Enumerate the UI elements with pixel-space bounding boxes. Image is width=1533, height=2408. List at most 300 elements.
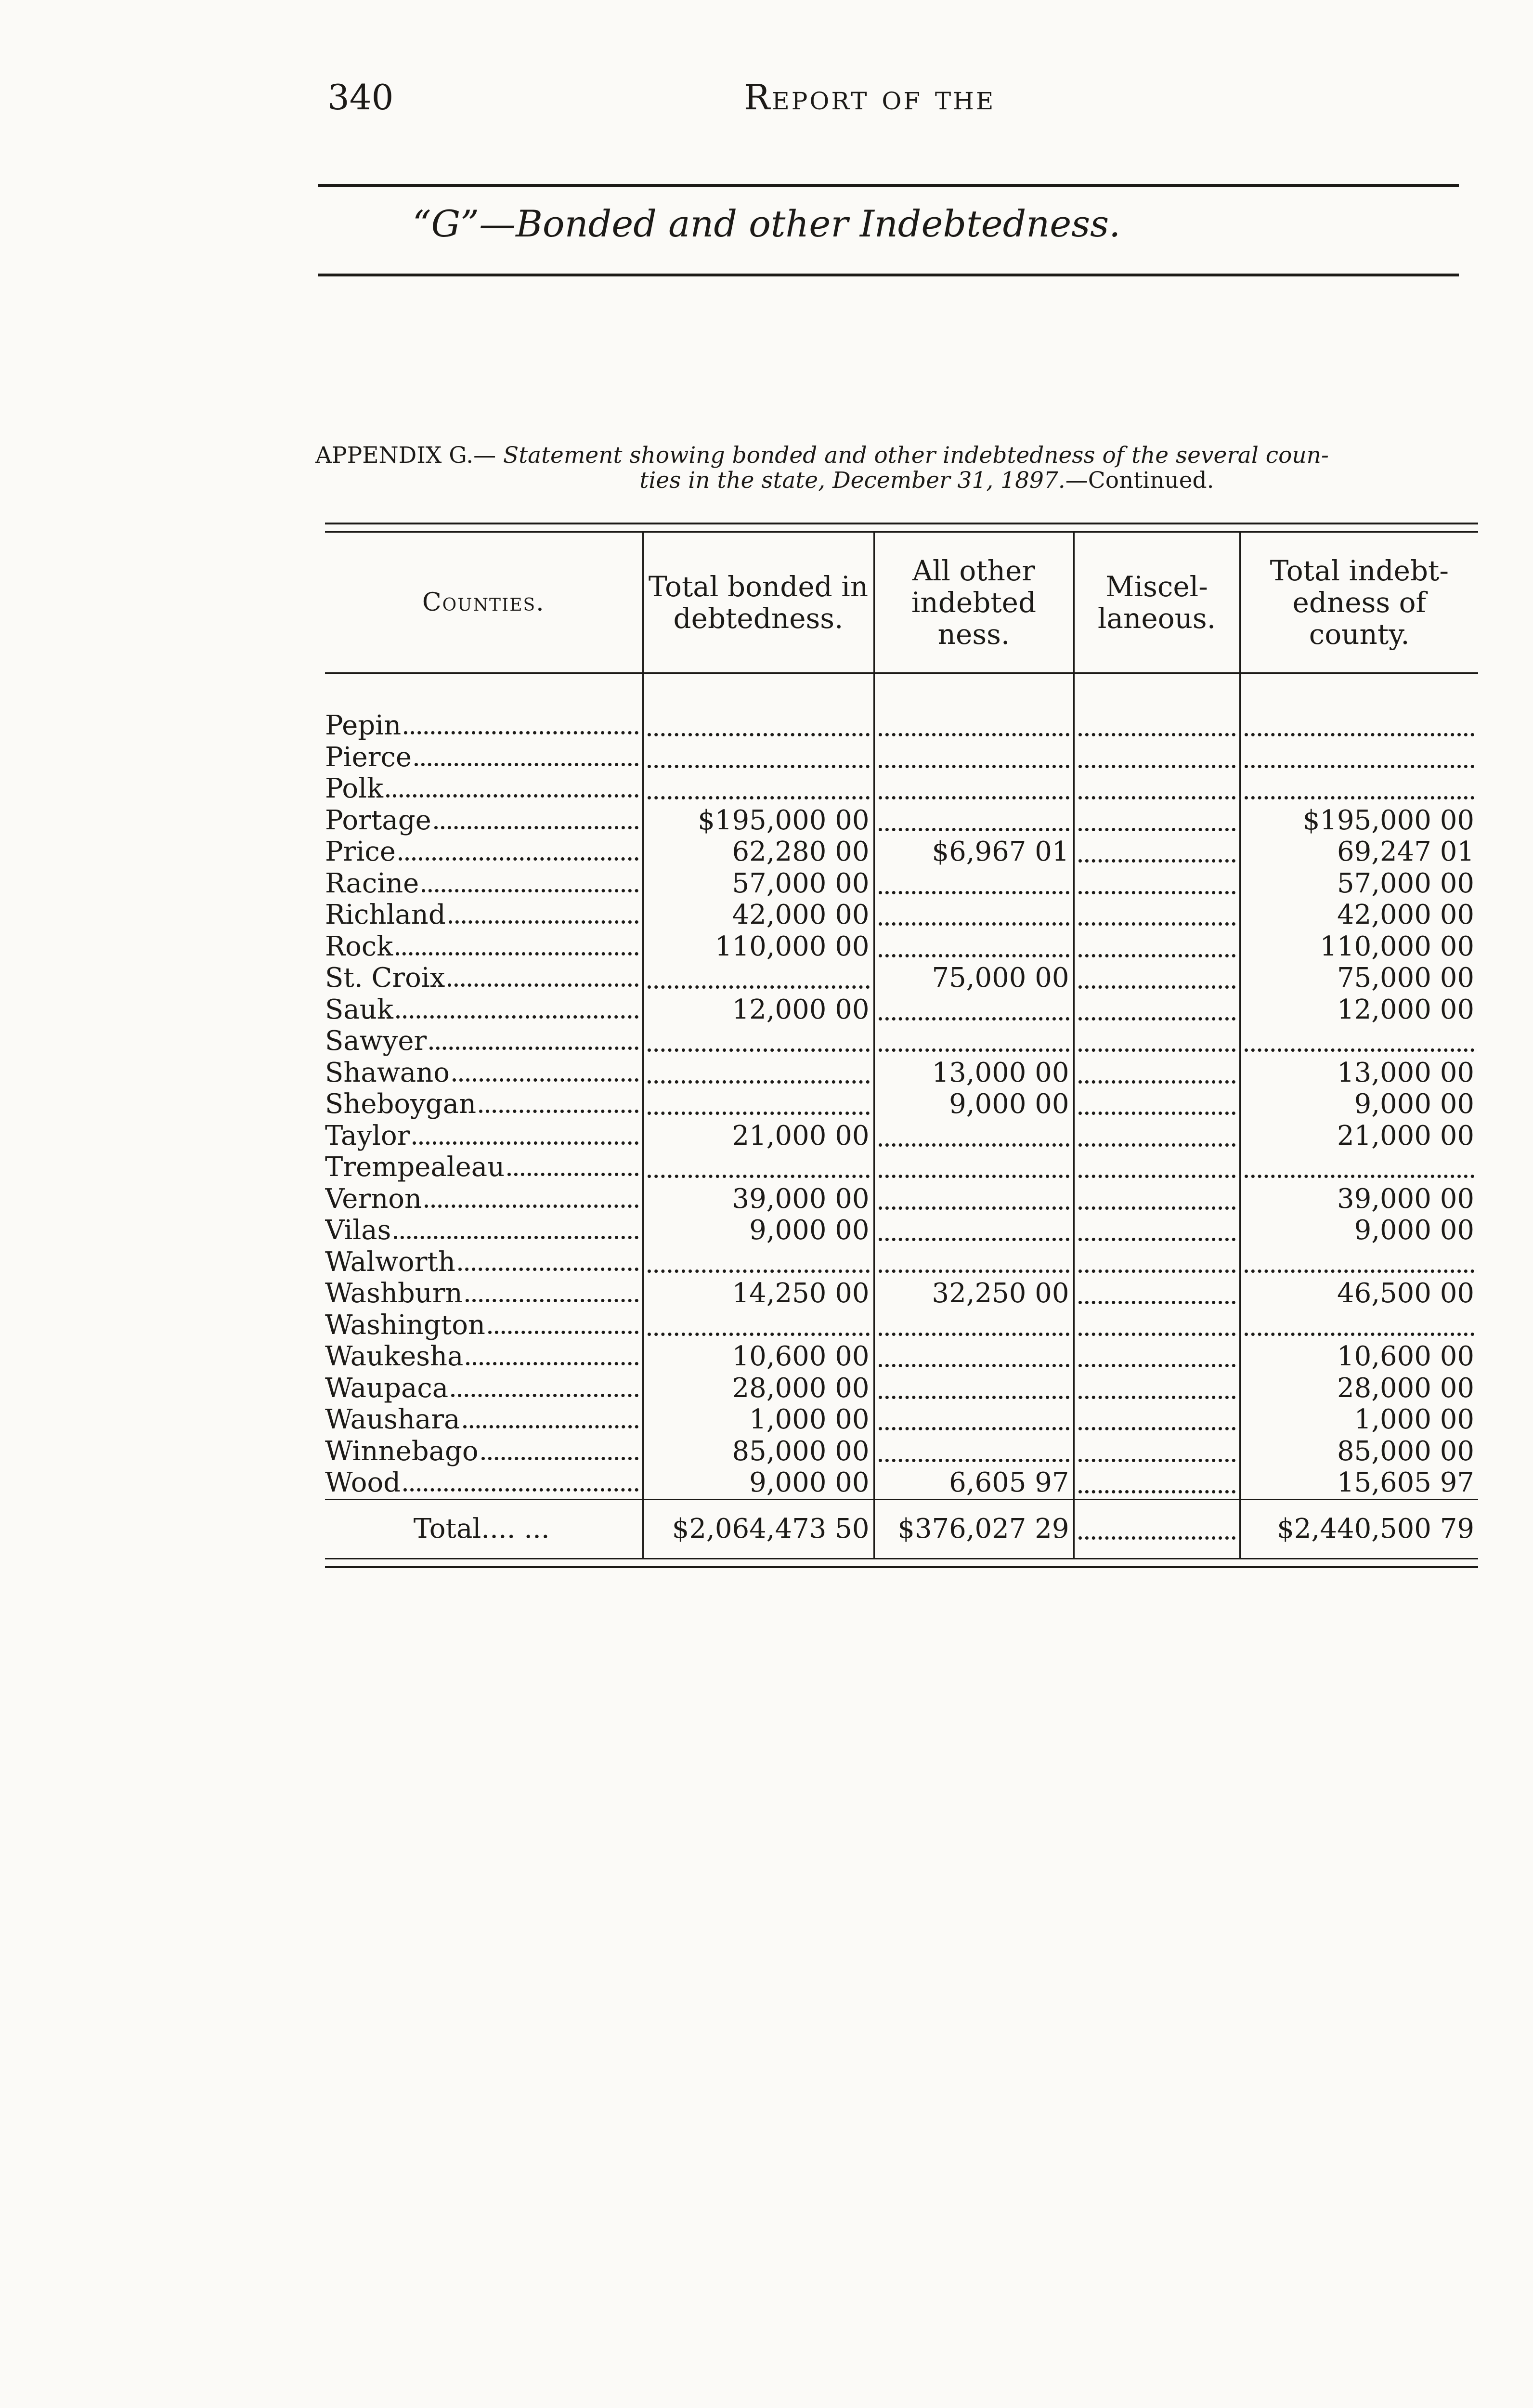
- table-row: [325, 773, 1478, 805]
- misc-empty: [1074, 1057, 1240, 1089]
- dot-leader: [879, 765, 1069, 768]
- dot-leader: [648, 985, 870, 989]
- county-name: Waukesha: [325, 1341, 464, 1373]
- county-cell-inner: [325, 994, 638, 1025]
- dot-leader: [879, 954, 1069, 957]
- table-row: [325, 1246, 1478, 1278]
- dot-leader: [879, 1175, 1069, 1178]
- county-cell: [325, 1436, 643, 1467]
- misc-empty: [1074, 1467, 1240, 1499]
- dot-leader: [879, 1206, 1069, 1210]
- misc-empty: [1074, 962, 1240, 994]
- total-value: 42,000 00: [1240, 899, 1478, 931]
- county-cell: [325, 868, 643, 900]
- county-cell: [325, 1373, 643, 1404]
- county-name: Vernon: [325, 1183, 422, 1215]
- county-cell: [325, 1183, 643, 1215]
- table-row: [325, 1025, 1478, 1057]
- bonded-empty: [643, 710, 874, 742]
- misc-empty: [1074, 1436, 1240, 1467]
- dot-leader: [879, 1017, 1069, 1021]
- county-cell: [325, 1152, 643, 1183]
- dot-leader: [879, 828, 1069, 831]
- bonded-empty: [643, 1152, 874, 1183]
- dot-leader: [396, 1015, 638, 1019]
- dot-leader: [434, 826, 638, 829]
- dot-leader: [648, 1269, 870, 1273]
- other-empty: [874, 1152, 1074, 1183]
- county-cell-inner: [325, 1120, 638, 1152]
- bonded-empty: [643, 773, 874, 805]
- dot-leader: [449, 920, 638, 924]
- county-name: Walworth: [325, 1246, 455, 1278]
- other-empty: [874, 1436, 1074, 1467]
- table-row: [325, 1183, 1478, 1215]
- dot-leader: [413, 1141, 638, 1145]
- misc-empty: [1074, 773, 1240, 805]
- header-row: [325, 533, 1478, 673]
- other-empty: [874, 1120, 1074, 1152]
- county-cell-inner: [325, 1215, 638, 1246]
- caption-tail: —Continued.: [1065, 467, 1214, 494]
- other-value: $6,967 01: [874, 836, 1074, 868]
- table-row: [325, 962, 1478, 994]
- bonded-value: 28,000 00: [643, 1373, 874, 1404]
- county-name: Racine: [325, 867, 419, 899]
- misc-empty: [1074, 1246, 1240, 1278]
- bonded-empty: [643, 1057, 874, 1089]
- table-body: [325, 673, 1478, 1500]
- dot-leader: [1245, 1048, 1475, 1052]
- other-value: 32,250 00: [874, 1278, 1074, 1309]
- county-cell-inner: [325, 1057, 638, 1088]
- county-cell: [325, 710, 643, 742]
- county-cell-inner: [325, 742, 638, 773]
- other-empty: [874, 805, 1074, 837]
- table-row: [325, 931, 1478, 963]
- county-cell-inner: [325, 868, 638, 899]
- total-other: $376,027 29: [874, 1499, 1074, 1558]
- dot-leader: [1078, 1080, 1235, 1084]
- misc-empty: [1074, 1088, 1240, 1120]
- table-row: [325, 1215, 1478, 1246]
- misc-empty: [1074, 868, 1240, 900]
- dot-leader: [648, 1112, 870, 1115]
- dot-leader: [1078, 1301, 1235, 1304]
- bonded-value: 21,000 00: [643, 1120, 874, 1152]
- total-value: 13,000 00: [1240, 1057, 1478, 1089]
- bonded-value: 42,000 00: [643, 899, 874, 931]
- dot-leader: [648, 765, 870, 768]
- county-cell-inner: [325, 1404, 638, 1435]
- indebtedness-grid: [325, 533, 1478, 1558]
- misc-empty: [1074, 1373, 1240, 1404]
- dot-leader: [1078, 1269, 1235, 1273]
- section-title: “G”—Bonded and other Indebtedness.: [412, 202, 1121, 245]
- misc-empty: [1074, 742, 1240, 773]
- other-empty: [874, 1341, 1074, 1373]
- county-cell: [325, 773, 643, 805]
- dot-leader: [879, 796, 1069, 799]
- county-cell-inner: [325, 1436, 638, 1467]
- county-cell-inner: [325, 1467, 638, 1498]
- other-empty: [874, 710, 1074, 742]
- other-empty: [874, 1183, 1074, 1215]
- total-value: 46,500 00: [1240, 1278, 1478, 1309]
- dot-leader: [879, 1459, 1069, 1462]
- bonded-empty: [643, 1246, 874, 1278]
- bonded-value: 62,280 00: [643, 836, 874, 868]
- dot-leader: [1078, 1396, 1235, 1399]
- spacer-row: [325, 673, 1478, 710]
- table-row: [325, 1152, 1478, 1183]
- total-label: Total.... ...: [325, 1499, 643, 1558]
- header-bonded: Total bonded in debtedness.: [643, 533, 874, 673]
- dot-leader: [648, 1333, 870, 1336]
- county-name: Wood: [325, 1467, 401, 1499]
- dot-leader: [879, 891, 1069, 894]
- dot-leader: [648, 733, 870, 736]
- other-empty: [874, 1025, 1074, 1057]
- total-value: 69,247 01: [1240, 836, 1478, 868]
- county-cell: [325, 1467, 643, 1499]
- dot-leader: [1245, 1175, 1475, 1178]
- dot-leader: [879, 1427, 1069, 1430]
- bonded-value: 12,000 00: [643, 994, 874, 1026]
- misc-empty: [1074, 1215, 1240, 1246]
- county-name: Trempealeau: [325, 1152, 505, 1183]
- county-cell-inner: [325, 1309, 638, 1341]
- county-name: Polk: [325, 773, 383, 805]
- county-name: Rock: [325, 930, 393, 962]
- dot-leader: [1078, 733, 1235, 736]
- county-name: Waupaca: [325, 1372, 449, 1404]
- bonded-value: 57,000 00: [643, 868, 874, 900]
- county-cell-inner: [325, 962, 638, 994]
- misc-empty: [1074, 1341, 1240, 1373]
- other-empty: [874, 868, 1074, 900]
- bonded-value: 14,250 00: [643, 1278, 874, 1309]
- dot-leader: [1078, 1427, 1235, 1430]
- dot-leader: [1245, 765, 1475, 768]
- total-empty: [1240, 773, 1478, 805]
- bonded-value: $195,000 00: [643, 805, 874, 837]
- table-row: [325, 1436, 1478, 1467]
- county-name: Washington: [325, 1309, 485, 1341]
- other-value: 13,000 00: [874, 1057, 1074, 1089]
- other-empty: [874, 742, 1074, 773]
- dot-leader: [1245, 1333, 1475, 1336]
- dot-leader: [488, 1331, 638, 1334]
- dot-leader: [396, 952, 638, 955]
- bonded-value: 85,000 00: [643, 1436, 874, 1467]
- dot-leader: [1078, 1143, 1235, 1147]
- other-empty: [874, 1373, 1074, 1404]
- other-empty: [874, 994, 1074, 1026]
- dot-leader: [429, 1047, 638, 1050]
- total-value: 10,600 00: [1240, 1341, 1478, 1373]
- table-caption: [315, 443, 1481, 493]
- county-cell-inner: [325, 773, 638, 804]
- total-total: $2,440,500 79: [1240, 1499, 1478, 1558]
- table-row: [325, 1404, 1478, 1436]
- dot-leader: [1078, 922, 1235, 926]
- table-row: [325, 710, 1478, 742]
- running-head: Report of the: [744, 77, 996, 118]
- bonded-value: 10,600 00: [643, 1341, 874, 1373]
- dot-leader: [879, 1238, 1069, 1241]
- county-name: Portage: [325, 804, 431, 836]
- misc-empty: [1074, 899, 1240, 931]
- other-empty: [874, 773, 1074, 805]
- county-cell: [325, 1088, 643, 1120]
- dot-leader: [1078, 891, 1235, 894]
- misc-empty: [1074, 994, 1240, 1026]
- misc-empty: [1074, 710, 1240, 742]
- dot-leader: [1245, 1269, 1475, 1273]
- total-value: 28,000 00: [1240, 1373, 1478, 1404]
- total-value: 110,000 00: [1240, 931, 1478, 963]
- dot-leader: [1078, 796, 1235, 799]
- dot-leader: [422, 889, 638, 892]
- total-empty: [1240, 1246, 1478, 1278]
- table-row: [325, 836, 1478, 868]
- county-name: Taylor: [325, 1120, 410, 1152]
- table-row: [325, 1341, 1478, 1373]
- table-bottom-rule: [325, 1558, 1478, 1568]
- table-row: [325, 805, 1478, 837]
- total-value: 57,000 00: [1240, 868, 1478, 900]
- dot-leader: [879, 1364, 1069, 1367]
- misc-empty: [1074, 805, 1240, 837]
- table-row: [325, 1120, 1478, 1152]
- county-cell: [325, 931, 643, 963]
- dot-leader: [1078, 1238, 1235, 1241]
- dot-leader: [399, 857, 638, 861]
- total-value: 21,000 00: [1240, 1120, 1478, 1152]
- total-value: 15,605 97: [1240, 1467, 1478, 1499]
- other-empty: [874, 1404, 1074, 1436]
- county-cell: [325, 1309, 643, 1341]
- table-row: [325, 1309, 1478, 1341]
- county-cell-inner: [325, 836, 638, 867]
- county-cell: [325, 1341, 643, 1373]
- table-top-rule: [325, 523, 1478, 533]
- dot-leader: [879, 1048, 1069, 1052]
- table-row: [325, 1373, 1478, 1404]
- county-cell: [325, 1025, 643, 1057]
- county-name: Richland: [325, 899, 446, 931]
- county-cell-inner: [325, 1183, 638, 1215]
- misc-empty: [1074, 836, 1240, 868]
- dot-leader: [879, 1396, 1069, 1399]
- dot-leader: [648, 1048, 870, 1052]
- other-value: 75,000 00: [874, 962, 1074, 994]
- dot-leader: [404, 731, 638, 734]
- dot-leader: [458, 1268, 638, 1271]
- dot-leader: [481, 1457, 638, 1460]
- bonded-empty: [643, 742, 874, 773]
- dot-leader: [479, 1110, 638, 1113]
- county-cell-inner: [325, 710, 638, 741]
- bonded-value: 110,000 00: [643, 931, 874, 963]
- bonded-empty: [643, 1088, 874, 1120]
- dot-leader: [879, 922, 1069, 926]
- dot-leader: [1078, 1490, 1235, 1493]
- other-empty: [874, 1309, 1074, 1341]
- dot-leader: [425, 1204, 638, 1208]
- misc-empty: [1074, 1404, 1240, 1436]
- county-name: Waushara: [325, 1404, 460, 1436]
- dot-leader: [1078, 1112, 1235, 1115]
- dot-leader: [648, 1080, 870, 1084]
- dot-leader: [1245, 733, 1475, 736]
- other-value: 9,000 00: [874, 1088, 1074, 1120]
- caption-italic-2: ties in the state, December 31, 1897.: [639, 467, 1065, 494]
- other-empty: [874, 1215, 1074, 1246]
- county-name: St. Croix: [325, 962, 445, 994]
- bonded-value: 9,000 00: [643, 1215, 874, 1246]
- dot-leader: [1245, 796, 1475, 799]
- table-row: [325, 1088, 1478, 1120]
- county-name: Shawano: [325, 1057, 450, 1088]
- table-row: [325, 1278, 1478, 1309]
- section-rule: [318, 274, 1459, 276]
- total-value: 85,000 00: [1240, 1436, 1478, 1467]
- dot-leader: [415, 763, 638, 766]
- dot-leader: [448, 983, 638, 987]
- misc-empty: [1074, 1120, 1240, 1152]
- dot-leader: [1078, 765, 1235, 768]
- other-empty: [874, 931, 1074, 963]
- dot-leader: [463, 1425, 638, 1428]
- county-cell-inner: [325, 1341, 638, 1372]
- caption-line-2: [315, 468, 1481, 493]
- dot-leader: [1078, 1536, 1235, 1540]
- dot-leader: [403, 1488, 638, 1492]
- county-cell: [325, 805, 643, 837]
- bonded-value: 39,000 00: [643, 1183, 874, 1215]
- header-total: Total indebt- edness of county.: [1240, 533, 1478, 673]
- county-cell-inner: [325, 931, 638, 962]
- total-row: [325, 1499, 1478, 1558]
- total-empty: [1240, 1152, 1478, 1183]
- table-row: [325, 868, 1478, 900]
- county-name: Pepin: [325, 710, 402, 742]
- county-cell-inner: [325, 1246, 638, 1278]
- total-value: 1,000 00: [1240, 1404, 1478, 1436]
- total-value: 9,000 00: [1240, 1215, 1478, 1246]
- dot-leader: [386, 794, 638, 798]
- dot-leader: [1078, 1017, 1235, 1021]
- total-empty: [1240, 710, 1478, 742]
- bonded-empty: [643, 1309, 874, 1341]
- county-name: Pierce: [325, 741, 412, 773]
- total-empty: [1240, 1309, 1478, 1341]
- misc-empty: [1074, 1278, 1240, 1309]
- total-empty: [1240, 1025, 1478, 1057]
- dot-leader: [879, 733, 1069, 736]
- bonded-empty: [643, 1025, 874, 1057]
- dot-leader: [879, 1333, 1069, 1336]
- dot-leader: [1078, 1333, 1235, 1336]
- dot-leader: [648, 796, 870, 799]
- county-cell: [325, 1120, 643, 1152]
- dot-leader: [879, 1143, 1069, 1147]
- caption-lead: APPENDIX G.—: [315, 442, 496, 469]
- dot-leader: [648, 1175, 870, 1178]
- county-cell: [325, 1246, 643, 1278]
- bonded-value: 9,000 00: [643, 1467, 874, 1499]
- county-cell-inner: [325, 899, 638, 930]
- dot-leader: [507, 1173, 638, 1176]
- dot-leader: [879, 1269, 1069, 1273]
- county-cell-inner: [325, 805, 638, 836]
- caption-italic-1: Statement showing bonded and other indebtedness of the several coun-: [503, 442, 1329, 469]
- bonded-empty: [643, 962, 874, 994]
- total-value: 12,000 00: [1240, 994, 1478, 1026]
- dot-leader: [1078, 985, 1235, 989]
- county-cell: [325, 1057, 643, 1089]
- county-cell: [325, 836, 643, 868]
- total-value: 39,000 00: [1240, 1183, 1478, 1215]
- bonded-value: 1,000 00: [643, 1404, 874, 1436]
- county-cell-inner: [325, 1152, 638, 1183]
- county-name: Sawyer: [325, 1025, 427, 1057]
- dot-leader: [1078, 1364, 1235, 1367]
- page-number: 340: [327, 77, 394, 118]
- county-name: Price: [325, 836, 396, 868]
- header-counties: Counties.: [325, 533, 643, 673]
- table-row: [325, 994, 1478, 1026]
- total-misc: [1074, 1499, 1240, 1558]
- misc-empty: [1074, 1183, 1240, 1215]
- table-row: [325, 1467, 1478, 1499]
- dot-leader: [1078, 859, 1235, 863]
- total-value: 9,000 00: [1240, 1088, 1478, 1120]
- county-cell: [325, 899, 643, 931]
- header-other: All other indebted ness.: [874, 533, 1074, 673]
- county-name: Sheboygan: [325, 1088, 477, 1120]
- county-cell-inner: [325, 1025, 638, 1057]
- indebtedness-table: [325, 523, 1478, 1568]
- dot-leader: [1078, 1459, 1235, 1462]
- county-name: Sauk: [325, 994, 393, 1025]
- dot-leader: [451, 1394, 638, 1397]
- table-row: [325, 742, 1478, 773]
- total-empty: [1240, 742, 1478, 773]
- county-cell: [325, 1215, 643, 1246]
- county-cell: [325, 1278, 643, 1309]
- other-empty: [874, 899, 1074, 931]
- county-cell-inner: [325, 1373, 638, 1404]
- dot-leader: [1078, 1175, 1235, 1178]
- table-row: [325, 1057, 1478, 1089]
- misc-empty: [1074, 1309, 1240, 1341]
- top-rule: [318, 184, 1459, 187]
- misc-empty: [1074, 931, 1240, 963]
- dot-leader: [466, 1299, 638, 1302]
- other-empty: [874, 1246, 1074, 1278]
- county-cell: [325, 962, 643, 994]
- misc-empty: [1074, 1025, 1240, 1057]
- dot-leader: [394, 1236, 638, 1239]
- county-name: Winnebago: [325, 1435, 479, 1467]
- county-cell-inner: [325, 1088, 638, 1120]
- county-cell: [325, 742, 643, 773]
- dot-leader: [1078, 1048, 1235, 1052]
- dot-leader: [453, 1078, 638, 1082]
